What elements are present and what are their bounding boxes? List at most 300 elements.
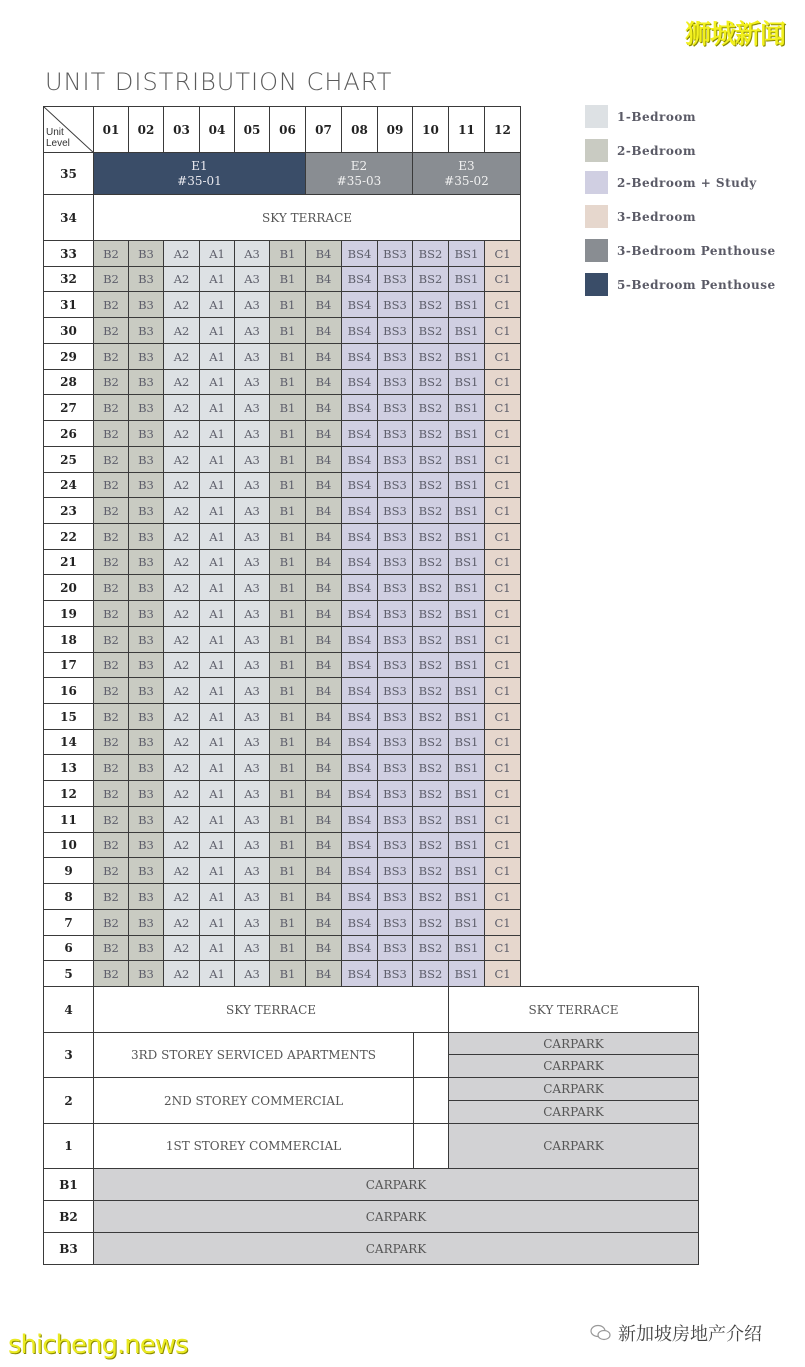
unit-cell: A1 <box>199 549 235 575</box>
unit-cell: B4 <box>305 806 342 833</box>
unit-cell: BS3 <box>377 343 413 370</box>
unit-cell: B3 <box>128 729 164 755</box>
unit-cell: BS4 <box>341 780 378 807</box>
level-label-20: 20 <box>43 574 94 601</box>
legend-swatch <box>585 139 608 162</box>
penthouse-unit-number: #35-02 <box>444 173 489 188</box>
unit-cell: BS4 <box>341 343 378 370</box>
unit-cell: A3 <box>234 420 270 447</box>
unit-cell: B3 <box>128 472 164 498</box>
unit-cell: B2 <box>93 729 129 755</box>
unit-header-02: 02 <box>128 106 164 153</box>
unit-cell: B1 <box>269 291 306 318</box>
carpark-2a: CARPARK <box>448 1077 699 1101</box>
legend-swatch <box>585 105 608 128</box>
level-label-2: 2 <box>43 1077 94 1124</box>
unit-cell: A3 <box>234 240 270 267</box>
unit-cell: BS1 <box>448 677 485 704</box>
unit-cell: BS3 <box>377 935 413 961</box>
unit-cell: A2 <box>163 317 200 344</box>
level-label-b3: B3 <box>43 1232 94 1265</box>
unit-cell: B3 <box>128 626 164 653</box>
unit-cell: C1 <box>484 909 521 936</box>
unit-cell: BS1 <box>448 497 485 524</box>
unit-cell: BS3 <box>377 266 413 292</box>
level-label-35: 35 <box>43 152 94 195</box>
unit-cell: BS4 <box>341 806 378 833</box>
unit-header-07: 07 <box>305 106 342 153</box>
unit-cell: B1 <box>269 703 306 730</box>
level-label-10: 10 <box>43 832 94 858</box>
unit-cell: C1 <box>484 780 521 807</box>
unit-cell: BS2 <box>412 806 449 833</box>
level-label-b1: B1 <box>43 1168 94 1201</box>
wechat-account-name: 新加坡房地产介绍 <box>618 1324 762 1345</box>
unit-cell: B4 <box>305 523 342 550</box>
unit-cell: BS2 <box>412 446 449 473</box>
level-label-14: 14 <box>43 729 94 755</box>
level-label-16: 16 <box>43 677 94 704</box>
unit-cell: BS1 <box>448 420 485 447</box>
unit-cell: B1 <box>269 857 306 884</box>
unit-cell: A1 <box>199 832 235 858</box>
level-label-17: 17 <box>43 652 94 678</box>
unit-cell: B3 <box>128 497 164 524</box>
unit-cell: A3 <box>234 883 270 910</box>
unit-cell: A2 <box>163 703 200 730</box>
unit-cell: A2 <box>163 832 200 858</box>
unit-cell: BS2 <box>412 549 449 575</box>
unit-cell: A1 <box>199 935 235 961</box>
unit-cell: B3 <box>128 369 164 395</box>
unit-cell: A1 <box>199 291 235 318</box>
unit-cell: A3 <box>234 266 270 292</box>
unit-cell: B2 <box>93 317 129 344</box>
unit-cell: A2 <box>163 291 200 318</box>
unit-cell: B1 <box>269 806 306 833</box>
unit-header-01: 01 <box>93 106 129 153</box>
unit-cell: BS3 <box>377 317 413 344</box>
unit-cell: B2 <box>93 523 129 550</box>
level-label-12: 12 <box>43 780 94 807</box>
unit-cell: A1 <box>199 703 235 730</box>
unit-cell: A1 <box>199 317 235 344</box>
unit-cell: B4 <box>305 343 342 370</box>
level-label-15: 15 <box>43 703 94 730</box>
unit-cell: BS1 <box>448 935 485 961</box>
unit-cell: A1 <box>199 754 235 781</box>
unit-cell: B3 <box>128 754 164 781</box>
level-label-21: 21 <box>43 549 94 575</box>
unit-cell: BS4 <box>341 574 378 601</box>
unit-cell: BS1 <box>448 960 485 987</box>
unit-cell: BS4 <box>341 909 378 936</box>
unit-cell: A1 <box>199 472 235 498</box>
level-label-33: 33 <box>43 240 94 267</box>
unit-cell: B3 <box>128 266 164 292</box>
unit-cell: C1 <box>484 420 521 447</box>
unit-cell: BS1 <box>448 703 485 730</box>
unit-cell: BS1 <box>448 291 485 318</box>
sky-terrace-4-right: SKY TERRACE <box>448 986 699 1033</box>
unit-cell: BS4 <box>341 883 378 910</box>
unit-cell: BS4 <box>341 446 378 473</box>
unit-cell: C1 <box>484 935 521 961</box>
unit-cell: A2 <box>163 523 200 550</box>
unit-cell: B4 <box>305 266 342 292</box>
unit-cell: C1 <box>484 343 521 370</box>
unit-cell: BS4 <box>341 240 378 267</box>
unit-cell: C1 <box>484 754 521 781</box>
commercial-1: 1ST STOREY COMMERCIAL <box>93 1123 414 1169</box>
unit-cell: BS2 <box>412 420 449 447</box>
legend-label: 3-Bedroom <box>617 209 697 224</box>
unit-cell: A1 <box>199 806 235 833</box>
unit-header-03: 03 <box>163 106 200 153</box>
unit-cell: A3 <box>234 806 270 833</box>
unit-cell: B2 <box>93 806 129 833</box>
carpark-1: CARPARK <box>448 1123 699 1169</box>
unit-header-10: 10 <box>412 106 449 153</box>
blank-cell-1 <box>413 1123 449 1169</box>
legend-label: 5-Bedroom Penthouse <box>617 277 776 292</box>
unit-cell: A1 <box>199 600 235 627</box>
wechat-icon <box>590 1324 612 1342</box>
unit-cell: B1 <box>269 729 306 755</box>
legend-item <box>585 139 696 162</box>
unit-cell: C1 <box>484 626 521 653</box>
blank-cell-3 <box>413 1032 449 1078</box>
unit-cell: B1 <box>269 754 306 781</box>
unit-cell: B2 <box>93 626 129 653</box>
unit-cell: BS2 <box>412 754 449 781</box>
unit-cell: B3 <box>128 883 164 910</box>
unit-cell: BS4 <box>341 652 378 678</box>
unit-cell: B3 <box>128 780 164 807</box>
unit-cell: BS4 <box>341 729 378 755</box>
unit-cell: BS1 <box>448 780 485 807</box>
unit-cell: B4 <box>305 472 342 498</box>
unit-cell: B4 <box>305 754 342 781</box>
unit-cell: BS3 <box>377 240 413 267</box>
unit-cell: BS4 <box>341 960 378 987</box>
unit-cell: B1 <box>269 343 306 370</box>
level-label-13: 13 <box>43 754 94 781</box>
unit-cell: BS4 <box>341 857 378 884</box>
unit-cell: C1 <box>484 960 521 987</box>
penthouse-type: E3 <box>458 158 475 173</box>
unit-cell: BS2 <box>412 369 449 395</box>
unit-cell: B1 <box>269 523 306 550</box>
unit-cell: C1 <box>484 240 521 267</box>
unit-cell: B2 <box>93 677 129 704</box>
carpark-3b: CARPARK <box>448 1054 699 1078</box>
unit-cell: BS2 <box>412 857 449 884</box>
unit-cell: BS1 <box>448 857 485 884</box>
unit-cell: B4 <box>305 600 342 627</box>
unit-cell: B2 <box>93 780 129 807</box>
unit-cell: BS2 <box>412 472 449 498</box>
unit-cell: A2 <box>163 909 200 936</box>
unit-cell: B4 <box>305 703 342 730</box>
unit-cell: B2 <box>93 394 129 421</box>
unit-cell: B1 <box>269 472 306 498</box>
unit-cell: B1 <box>269 574 306 601</box>
level-label-5: 5 <box>43 960 94 987</box>
unit-header-05: 05 <box>234 106 270 153</box>
unit-cell: BS2 <box>412 574 449 601</box>
unit-cell: A1 <box>199 960 235 987</box>
unit-cell: B3 <box>128 832 164 858</box>
unit-cell: B2 <box>93 549 129 575</box>
unit-cell: A3 <box>234 960 270 987</box>
unit-cell: B4 <box>305 240 342 267</box>
unit-cell: B1 <box>269 549 306 575</box>
level-label-25: 25 <box>43 446 94 473</box>
unit-cell: BS2 <box>412 626 449 653</box>
unit-cell: A1 <box>199 729 235 755</box>
unit-cell: C1 <box>484 832 521 858</box>
unit-cell: BS3 <box>377 857 413 884</box>
level-label-30: 30 <box>43 317 94 344</box>
unit-cell: BS1 <box>448 446 485 473</box>
level-label-7: 7 <box>43 909 94 936</box>
unit-cell: BS4 <box>341 626 378 653</box>
unit-cell: B3 <box>128 677 164 704</box>
unit-cell: A2 <box>163 935 200 961</box>
unit-cell: A1 <box>199 369 235 395</box>
unit-cell: B2 <box>93 266 129 292</box>
unit-cell: BS1 <box>448 600 485 627</box>
unit-cell: BS2 <box>412 703 449 730</box>
unit-cell: B4 <box>305 497 342 524</box>
unit-cell: A3 <box>234 600 270 627</box>
unit-cell: BS3 <box>377 652 413 678</box>
unit-header-11: 11 <box>448 106 485 153</box>
legend-swatch <box>585 205 608 228</box>
unit-cell: BS2 <box>412 291 449 318</box>
unit-cell: B3 <box>128 574 164 601</box>
unit-cell: B2 <box>93 832 129 858</box>
unit-cell: B2 <box>93 652 129 678</box>
unit-cell: BS1 <box>448 317 485 344</box>
unit-cell: B4 <box>305 369 342 395</box>
unit-cell: B4 <box>305 935 342 961</box>
unit-cell: C1 <box>484 446 521 473</box>
level-label-11: 11 <box>43 806 94 833</box>
unit-cell: BS2 <box>412 935 449 961</box>
unit-cell: BS1 <box>448 909 485 936</box>
unit-cell: B3 <box>128 420 164 447</box>
unit-cell: C1 <box>484 369 521 395</box>
unit-cell: C1 <box>484 729 521 755</box>
legend-label: 2-Bedroom <box>617 143 697 158</box>
unit-cell: BS4 <box>341 472 378 498</box>
unit-cell: BS3 <box>377 703 413 730</box>
unit-cell: BS4 <box>341 523 378 550</box>
unit-cell: A1 <box>199 266 235 292</box>
unit-cell: BS2 <box>412 960 449 987</box>
unit-cell: BS3 <box>377 394 413 421</box>
level-label-9: 9 <box>43 857 94 884</box>
unit-cell: BS2 <box>412 652 449 678</box>
unit-cell: B4 <box>305 832 342 858</box>
unit-cell: A3 <box>234 343 270 370</box>
level-label-24: 24 <box>43 472 94 498</box>
unit-cell: BS4 <box>341 369 378 395</box>
blank-cell-2 <box>413 1077 449 1124</box>
unit-cell: A2 <box>163 754 200 781</box>
unit-cell: B4 <box>305 317 342 344</box>
unit-cell: A3 <box>234 935 270 961</box>
unit-cell: A2 <box>163 497 200 524</box>
unit-cell: B1 <box>269 600 306 627</box>
unit-cell: B2 <box>93 600 129 627</box>
unit-cell: BS3 <box>377 472 413 498</box>
level-label-22: 22 <box>43 523 94 550</box>
unit-cell: A3 <box>234 369 270 395</box>
unit-cell: B2 <box>93 935 129 961</box>
unit-cell: BS3 <box>377 960 413 987</box>
unit-cell: B1 <box>269 497 306 524</box>
unit-cell: B4 <box>305 549 342 575</box>
unit-cell: BS2 <box>412 677 449 704</box>
unit-cell: C1 <box>484 523 521 550</box>
unit-cell: B2 <box>93 240 129 267</box>
unit-cell: BS4 <box>341 317 378 344</box>
unit-cell: C1 <box>484 806 521 833</box>
unit-cell: A2 <box>163 472 200 498</box>
unit-cell: B2 <box>93 574 129 601</box>
unit-cell: B2 <box>93 909 129 936</box>
unit-cell: B4 <box>305 857 342 884</box>
unit-cell: A3 <box>234 729 270 755</box>
unit-cell: A3 <box>234 394 270 421</box>
wechat-account <box>590 1320 762 1346</box>
unit-cell: A3 <box>234 317 270 344</box>
unit-cell: BS4 <box>341 677 378 704</box>
unit-cell: A3 <box>234 446 270 473</box>
unit-cell: BS4 <box>341 600 378 627</box>
unit-cell: A1 <box>199 626 235 653</box>
unit-cell: C1 <box>484 394 521 421</box>
unit-cell: C1 <box>484 291 521 318</box>
unit-cell: B1 <box>269 960 306 987</box>
unit-cell: B3 <box>128 600 164 627</box>
level-label-18: 18 <box>43 626 94 653</box>
unit-cell: C1 <box>484 549 521 575</box>
unit-cell: BS2 <box>412 600 449 627</box>
unit-cell: A2 <box>163 446 200 473</box>
unit-cell: BS4 <box>341 266 378 292</box>
unit-cell: A2 <box>163 960 200 987</box>
unit-cell: B2 <box>93 472 129 498</box>
unit-cell: B3 <box>128 394 164 421</box>
unit-cell: BS2 <box>412 523 449 550</box>
unit-cell: BS4 <box>341 291 378 318</box>
unit-cell: A1 <box>199 497 235 524</box>
unit-cell: A2 <box>163 343 200 370</box>
unit-header-04: 04 <box>199 106 235 153</box>
unit-cell: B4 <box>305 291 342 318</box>
unit-cell: A2 <box>163 420 200 447</box>
unit-cell: B4 <box>305 909 342 936</box>
level-label-27: 27 <box>43 394 94 421</box>
level-label-4: 4 <box>43 986 94 1033</box>
unit-cell: BS3 <box>377 291 413 318</box>
unit-cell: A3 <box>234 780 270 807</box>
unit-cell: BS1 <box>448 883 485 910</box>
unit-cell: B2 <box>93 960 129 987</box>
unit-cell: BS3 <box>377 677 413 704</box>
unit-cell: C1 <box>484 574 521 601</box>
unit-cell: B2 <box>93 291 129 318</box>
unit-cell: B3 <box>128 240 164 267</box>
unit-cell: A2 <box>163 729 200 755</box>
legend-swatch <box>585 239 608 262</box>
unit-cell: A3 <box>234 626 270 653</box>
unit-cell: C1 <box>484 677 521 704</box>
unit-cell: A2 <box>163 369 200 395</box>
unit-cell: A1 <box>199 574 235 601</box>
unit-cell: BS4 <box>341 549 378 575</box>
unit-cell: B1 <box>269 652 306 678</box>
unit-cell: BS3 <box>377 420 413 447</box>
unit-cell: BS1 <box>448 549 485 575</box>
unit-cell: C1 <box>484 317 521 344</box>
unit-cell: B2 <box>93 497 129 524</box>
unit-cell: B1 <box>269 780 306 807</box>
unit-cell: A1 <box>199 652 235 678</box>
unit-cell: A3 <box>234 677 270 704</box>
unit-header-08: 08 <box>341 106 378 153</box>
unit-cell: A3 <box>234 497 270 524</box>
unit-cell: A3 <box>234 574 270 601</box>
sky-terrace-34: SKY TERRACE <box>93 194 521 241</box>
unit-cell: A3 <box>234 909 270 936</box>
level-label-23: 23 <box>43 497 94 524</box>
unit-cell: A3 <box>234 549 270 575</box>
legend-item <box>585 205 696 228</box>
unit-cell: BS1 <box>448 652 485 678</box>
unit-cell: A2 <box>163 652 200 678</box>
unit-cell: A2 <box>163 600 200 627</box>
unit-cell: BS3 <box>377 832 413 858</box>
unit-cell: B3 <box>128 935 164 961</box>
unit-cell: B4 <box>305 883 342 910</box>
unit-cell: C1 <box>484 883 521 910</box>
carpark-b2: CARPARK <box>93 1200 699 1233</box>
unit-cell: A1 <box>199 343 235 370</box>
unit-cell: B3 <box>128 806 164 833</box>
level-label-b2: B2 <box>43 1200 94 1233</box>
level-label-32: 32 <box>43 266 94 292</box>
unit-cell: C1 <box>484 472 521 498</box>
unit-cell: BS1 <box>448 240 485 267</box>
unit-cell: BS3 <box>377 369 413 395</box>
unit-cell: A3 <box>234 523 270 550</box>
unit-cell: BS3 <box>377 729 413 755</box>
header-corner <box>43 106 94 153</box>
unit-cell: B1 <box>269 369 306 395</box>
legend-label: 1-Bedroom <box>617 109 697 124</box>
unit-cell: B2 <box>93 420 129 447</box>
legend-label: 2-Bedroom + Study <box>617 175 757 190</box>
unit-cell: A2 <box>163 677 200 704</box>
unit-cell: B3 <box>128 446 164 473</box>
level-label-26: 26 <box>43 420 94 447</box>
unit-cell: A1 <box>199 677 235 704</box>
